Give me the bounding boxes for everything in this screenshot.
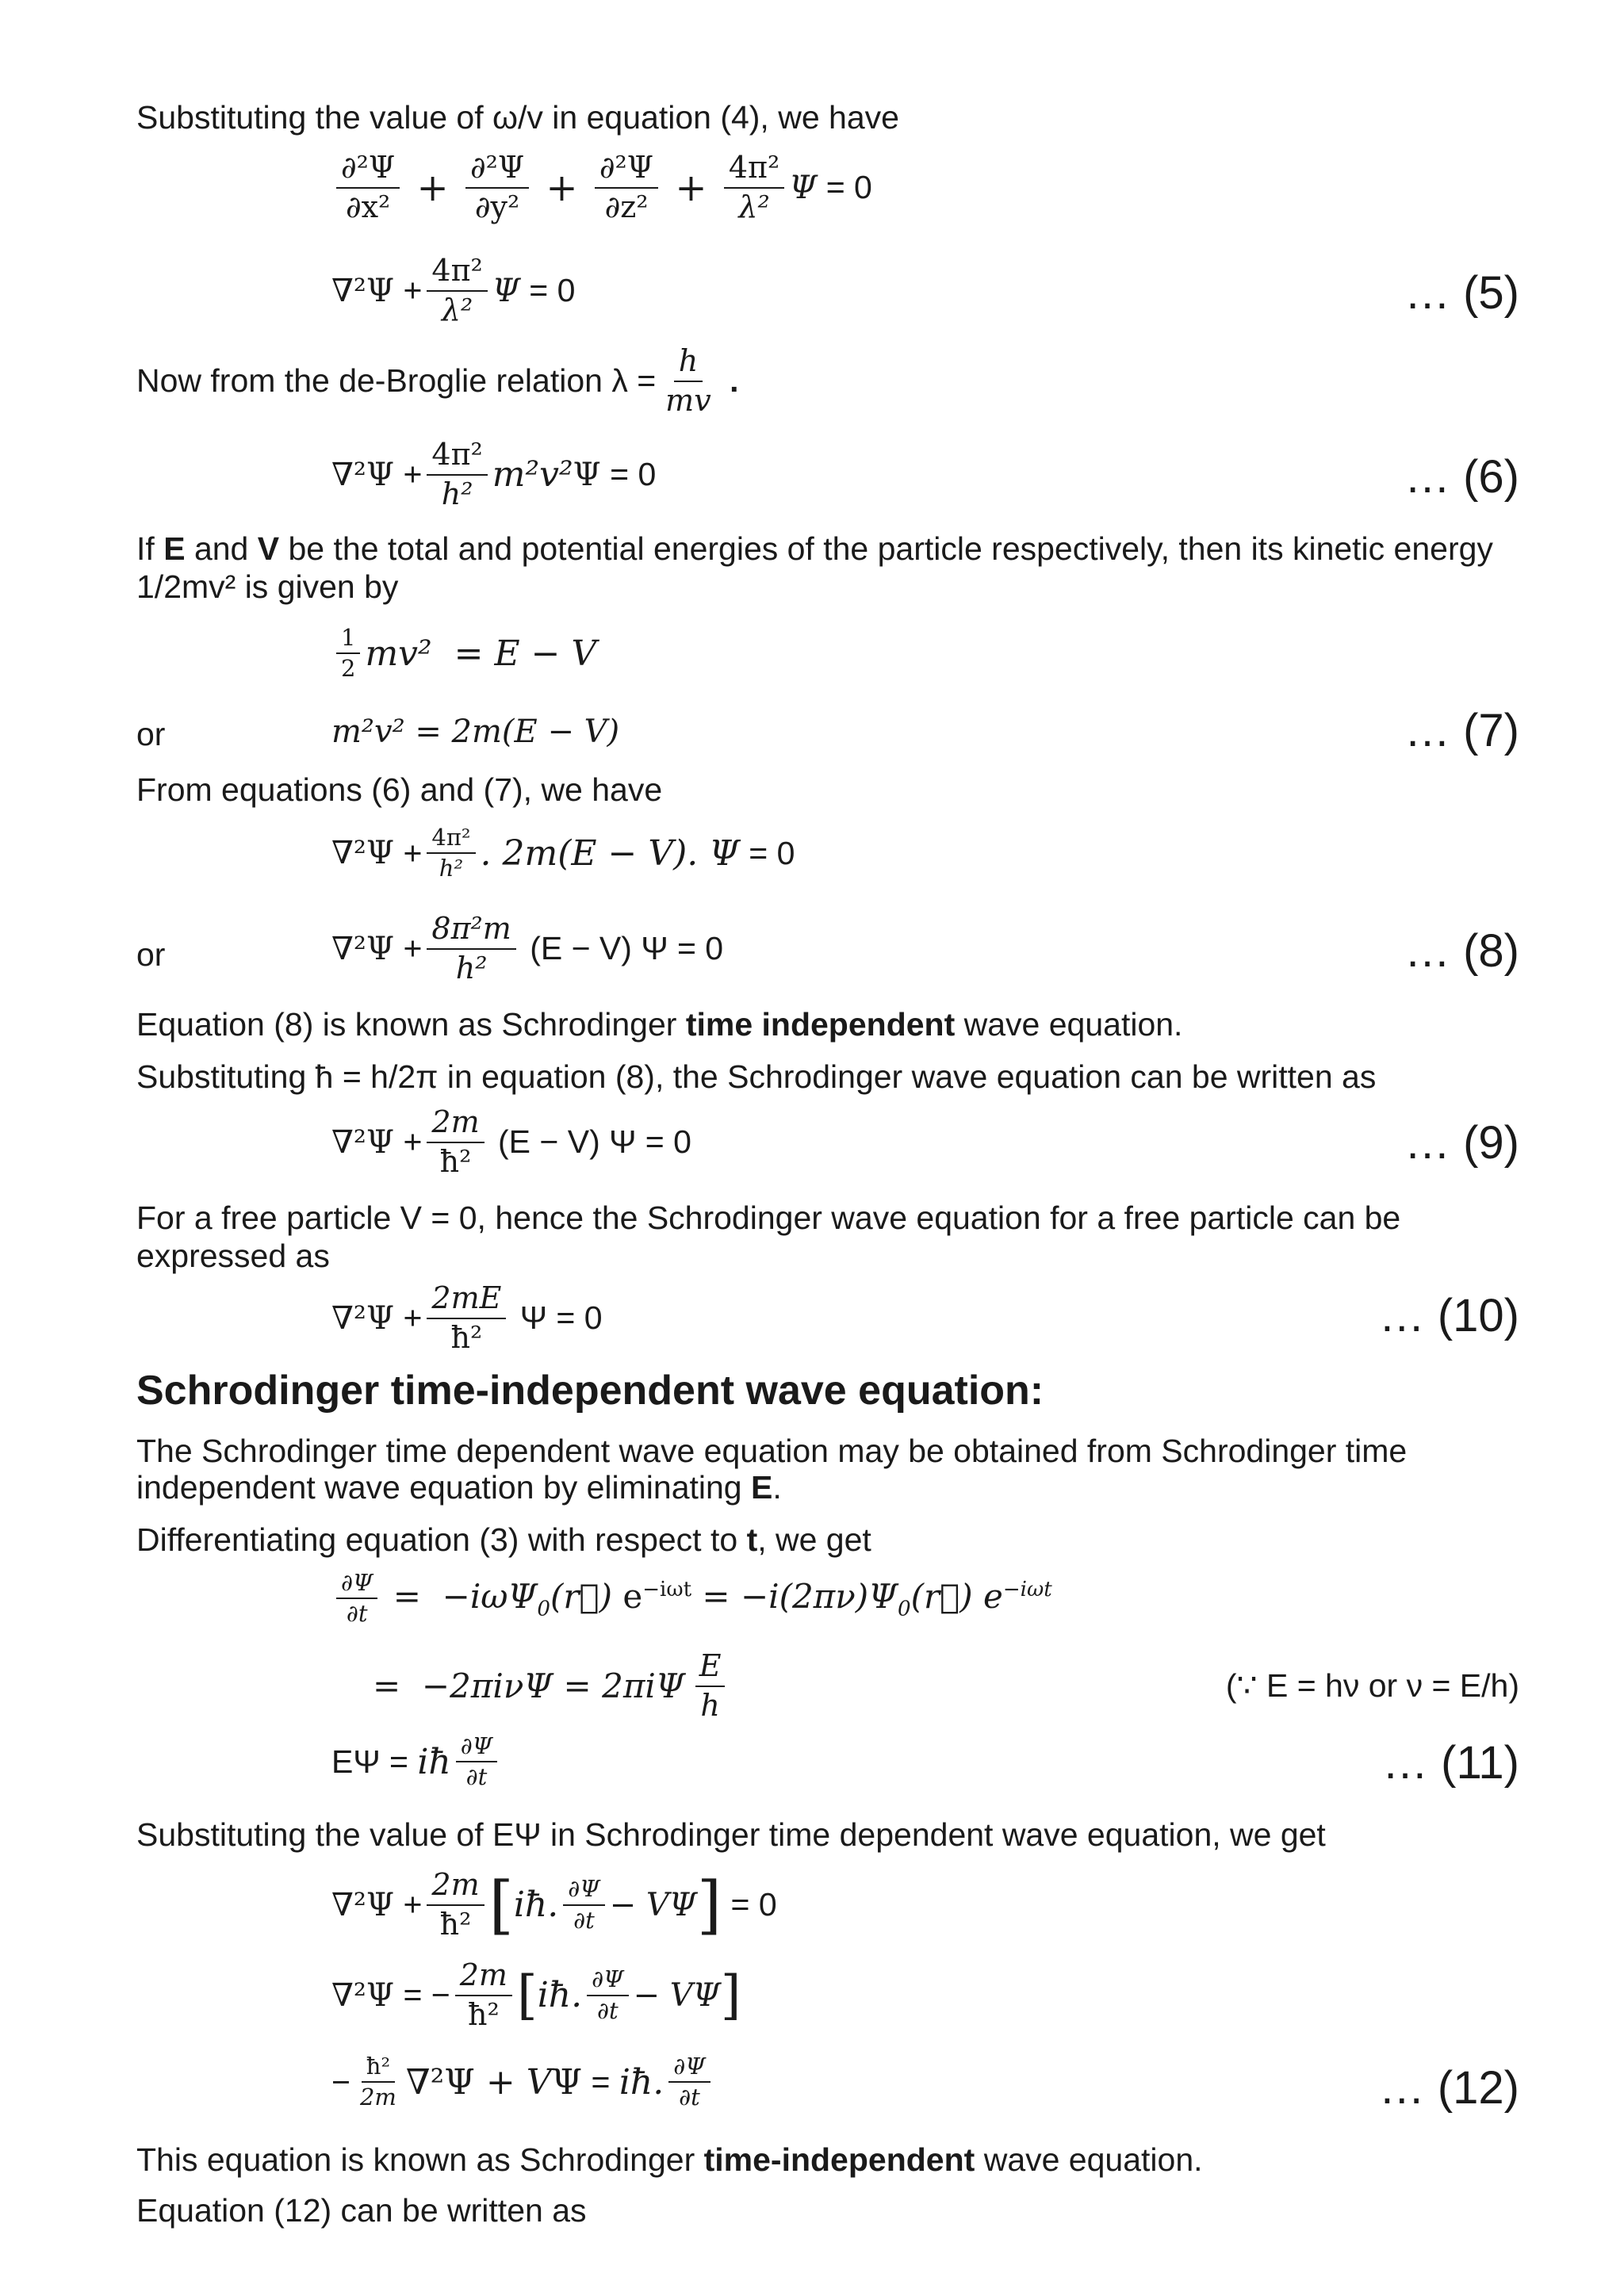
eq12-written-text: Equation (12) can be written as bbox=[136, 2192, 587, 2229]
equation-12: − $\frac{\text{ħ²}}{2m}$ ∇²Ψ + VΨ = iħ. $\frac{\partial\Psi}{\partial t}$ bbox=[331, 2053, 715, 2111]
dependent-line-1: The Schrodinger time dependent wave equation may be obtained from Schrodinger time bbox=[136, 1433, 1408, 1469]
equation-number-11: … (11) bbox=[1382, 1737, 1519, 1789]
known-12-a: This equation is known as Schrodinger bbox=[136, 2141, 704, 2178]
hbar-subst-text: Substituting ħ = h/2π in equation (8), the Schrodinger wave equation can be written as bbox=[136, 1058, 1377, 1095]
equation-7: m²v² = 2m(E − V) bbox=[331, 714, 620, 750]
energy-text-a: If bbox=[136, 530, 164, 567]
eq8-known-b: time independent bbox=[685, 1006, 956, 1043]
free-particle-line-1: For a free particle V = 0, hence the Schrodinger wave equation for a free particle can be bbox=[136, 1200, 1401, 1236]
section-heading: Schrodinger time-independent wave equation: bbox=[136, 1368, 1044, 1414]
known-12-b: time-independent bbox=[703, 2141, 975, 2178]
equation-partials: $\frac{\text{∂²Ψ}}{\text{∂x²}}$ + $\frac{\text{∂²Ψ}}{\text{∂y²}}$ + $\frac{\text{∂²Ψ}}{\text{∂z²}}$ + $\frac{\text{4π²}}{\text{λ²}}$ Ψ = 0 bbox=[331, 151, 872, 224]
dependent-E: E bbox=[751, 1469, 773, 1506]
known-12-text bbox=[136, 2141, 1203, 2179]
energy-V: V bbox=[257, 530, 280, 567]
diff-text-c: , we get bbox=[757, 1521, 871, 1558]
eq8-known-c: wave equation. bbox=[955, 1006, 1183, 1043]
energy-line-1 bbox=[136, 530, 1493, 568]
energy-line-2: 1/2mv² is given by bbox=[136, 568, 399, 605]
eq8-known-a: Equation (8) is known as Schrodinger bbox=[136, 1006, 686, 1043]
equation-number-6: … (6) bbox=[1404, 451, 1519, 503]
equation-number-5: … (5) bbox=[1404, 267, 1519, 319]
debroglie-line: Now from the de-Broglie relation λ = $\frac{h}{mv}$ . bbox=[136, 343, 739, 418]
debroglie-text: Now from the de-Broglie relation λ = bbox=[136, 362, 657, 400]
equation-number-8: … (8) bbox=[1404, 925, 1519, 977]
equation-5: ∇²Ψ + $\frac{\text{4π²}}{\text{λ²}}$ Ψ = 0 bbox=[331, 253, 576, 327]
energy-E: E bbox=[163, 530, 186, 567]
energy-text-c: be the total and potential energies of the particle respectively, then its kinetic energy bbox=[279, 530, 1493, 567]
equation-11: EΨ = iħ $\frac{\partial\Psi}{\partial t}$ bbox=[331, 1733, 502, 1791]
equation-number-12: … (12) bbox=[1378, 2062, 1519, 2114]
equation-8: ∇²Ψ + $\frac{\text{8π²m}}{\text{h²}}$ (E − V) Ψ = 0 bbox=[331, 911, 724, 985]
equation-kinetic: $\frac{1}{2}$ mv² = E − V bbox=[331, 625, 596, 683]
equation-6: ∇²Ψ + $\frac{\text{4π²}}{\text{h²}}$ m²v² Ψ = 0 bbox=[331, 437, 657, 511]
equation-number-10: … (10) bbox=[1378, 1290, 1519, 1341]
equation-9: ∇²Ψ + $\frac{2m}{\text{ħ²}}$ (E − V) Ψ = 0 bbox=[331, 1104, 691, 1179]
eq8-known-text bbox=[136, 1005, 1182, 1044]
equation-bracket-2: ∇²Ψ = − $\frac{2m}{\text{ħ²}}$ [ iħ. $\frac{\partial\Psi}{\partial t}$ − VΨ ] bbox=[331, 1957, 741, 2032]
equation-combined: ∇²Ψ + $\frac{\text{4π²}}{\text{h²}}$ . 2m(E − V). Ψ = 0 bbox=[331, 824, 795, 882]
differentiating-text bbox=[136, 1521, 871, 1559]
equation-10: ∇²Ψ + $\frac{2mE}{\text{ħ²}}$ Ψ = 0 bbox=[331, 1280, 603, 1355]
dependent-text-a: independent wave equation by eliminating bbox=[136, 1469, 751, 1506]
diff-t: t bbox=[746, 1521, 758, 1558]
equation-number-9: … (9) bbox=[1404, 1117, 1519, 1169]
diff-text-a: Differentiating equation (3) with respect to bbox=[136, 1521, 747, 1558]
or-label-1: or bbox=[136, 716, 166, 752]
dependent-text-c: . bbox=[772, 1469, 782, 1506]
because-note: (∵ E = hν or ν = E/h) bbox=[1225, 1667, 1519, 1704]
known-12-c: wave equation. bbox=[975, 2141, 1203, 2178]
free-particle-line-2: expressed as bbox=[136, 1238, 330, 1274]
equation-number-7: … (7) bbox=[1404, 705, 1519, 756]
equation-time-derivative: $\frac{\partial\Psi}{\partial t}$ = −iωΨ$_0$(r⃗) $e^{-i\omega t}$ = $-i(2\pi\nu)\Psi_0(r⃗)$ $e^{-i\omega t}$ bbox=[331, 1570, 1052, 1628]
equation-energy-ratio: = −2πiνΨ = 2πiΨ $\frac{E}{h}$ bbox=[373, 1649, 730, 1723]
intro-text: Substituting the value of ω/v in equation (4), we have bbox=[136, 99, 899, 136]
substituting-EPsi-text: Substituting the value of EΨ in Schrodinger time dependent wave equation, we get bbox=[136, 1816, 1326, 1853]
from-67-text: From equations (6) and (7), we have bbox=[136, 771, 663, 808]
dependent-line-2 bbox=[136, 1468, 782, 1507]
energy-text-b: and bbox=[185, 530, 258, 567]
or-label-2: or bbox=[136, 936, 166, 973]
equation-bracket-1: ∇²Ψ + $\frac{2m}{\text{ħ²}}$ [ iħ. $\frac{\partial\Psi}{\partial t}$ − VΨ ] = 0 bbox=[331, 1867, 777, 1942]
